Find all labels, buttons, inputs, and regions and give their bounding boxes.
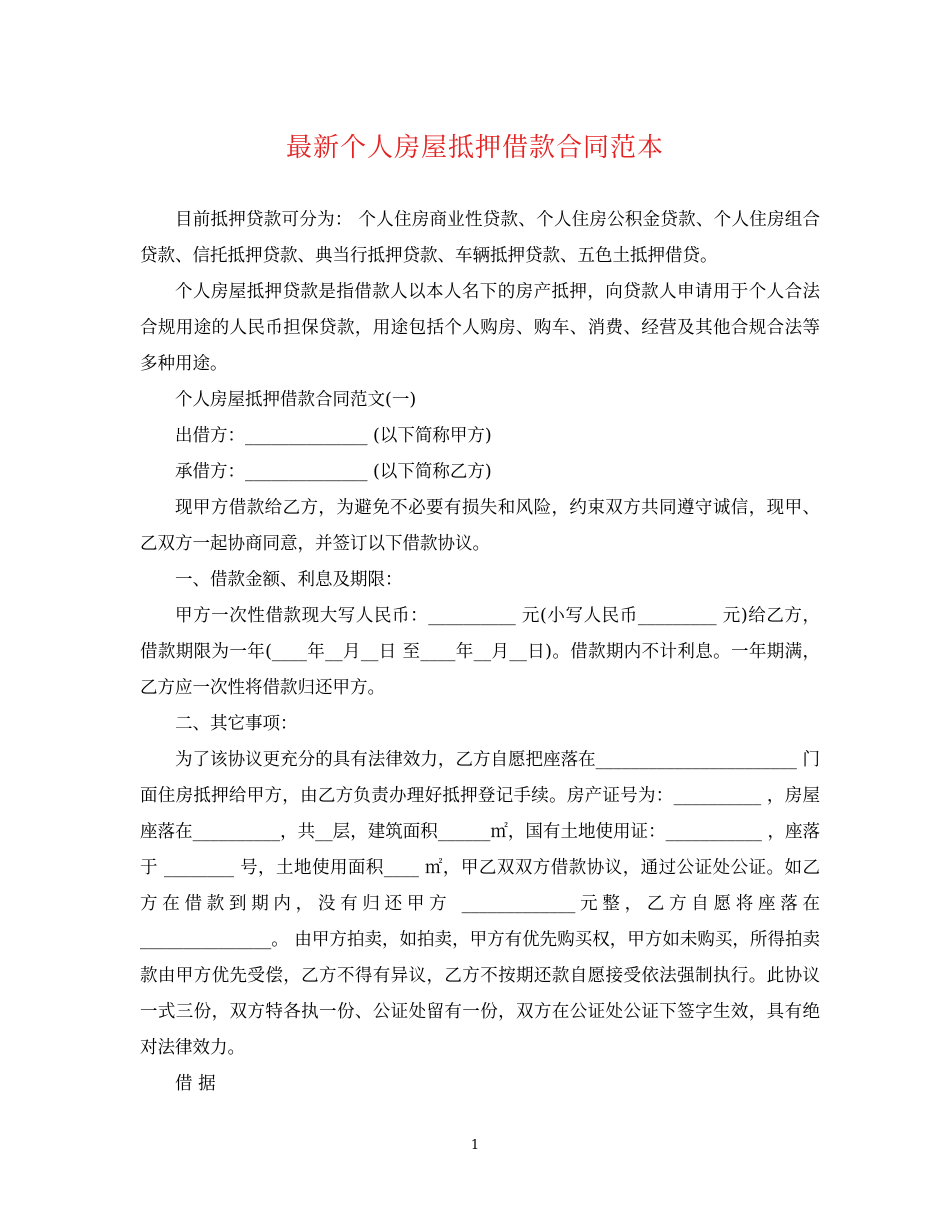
paragraph: 个人房屋抵押贷款是指借款人以本人名下的房产抵押，向贷款人申请用于个人合法合规用途的人民币担保贷款，用途包括个人购房、购车、消费、经营及其他合规合法等多种用途。: [140, 282, 820, 374]
paragraph: 出借方：______________ (以下简称甲方): [175, 426, 492, 446]
paragraph: 目前抵押贷款可分为： 个人住房商业性贷款、个人住房公积金贷款、个人住房组合贷款、信托抵押贷款、典当行抵押贷款、车辆抵押贷款、五色土抵押借贷。: [140, 210, 820, 266]
paragraph: 甲方一次性借款现大写人民币：__________ 元(小写人民币_________ 元)给乙方，借款期限为一年(____年__月__日 至____年__月__日)。借款期内不计利息。一年期满，乙方应一次性将借款归还甲方。: [140, 606, 820, 698]
page-number: 1: [470, 1138, 480, 1153]
document-body: [140, 202, 820, 1102]
section-heading: 一、借款金额、利息及期限：: [175, 570, 403, 590]
paragraph: 现甲方借款给乙方，为避免不必要有损失和风险，约束双方共同遵守诚信，现甲、乙双方一起协商同意，并签订以下借款协议。: [140, 498, 820, 554]
paragraph: 承借方：______________ (以下简称乙方): [175, 462, 492, 482]
paragraph: 借 据: [175, 1074, 216, 1094]
paragraph: 为了该协议更充分的具有法律效力，乙方自愿把座落在_______________________ 门面住房抵押给甲方，由乙方负责办理好抵押登记手续。房产证号为：__________ ，房屋座落在__________，共__层，建筑面积______㎡，国有土地使用证：___________ ，座落于 ________ 号，土地使用面积____ ㎡，甲乙双双方借款协议，通过公证处公证。如乙方在借款到期内，没有归还甲方 _____________元整，乙方自愿将座落在_______________。 由甲方拍卖，如拍卖，甲方有优先购买权，甲方如未购买，所得拍卖款由甲方优先受偿，乙方不得有异议，乙方不按期还款自愿接受依法强制执行。此协议一式三份，双方特各执一份、公证处留有一份，双方在公证处公证下签字生效，具有绝对法律效力。: [140, 750, 820, 1058]
document-title: 最新个人房屋抵押借款合同范本: [285, 133, 664, 163]
paragraph: 个人房屋抵押借款合同范文(一): [175, 390, 417, 410]
section-heading: 二、其它事项：: [175, 714, 298, 734]
